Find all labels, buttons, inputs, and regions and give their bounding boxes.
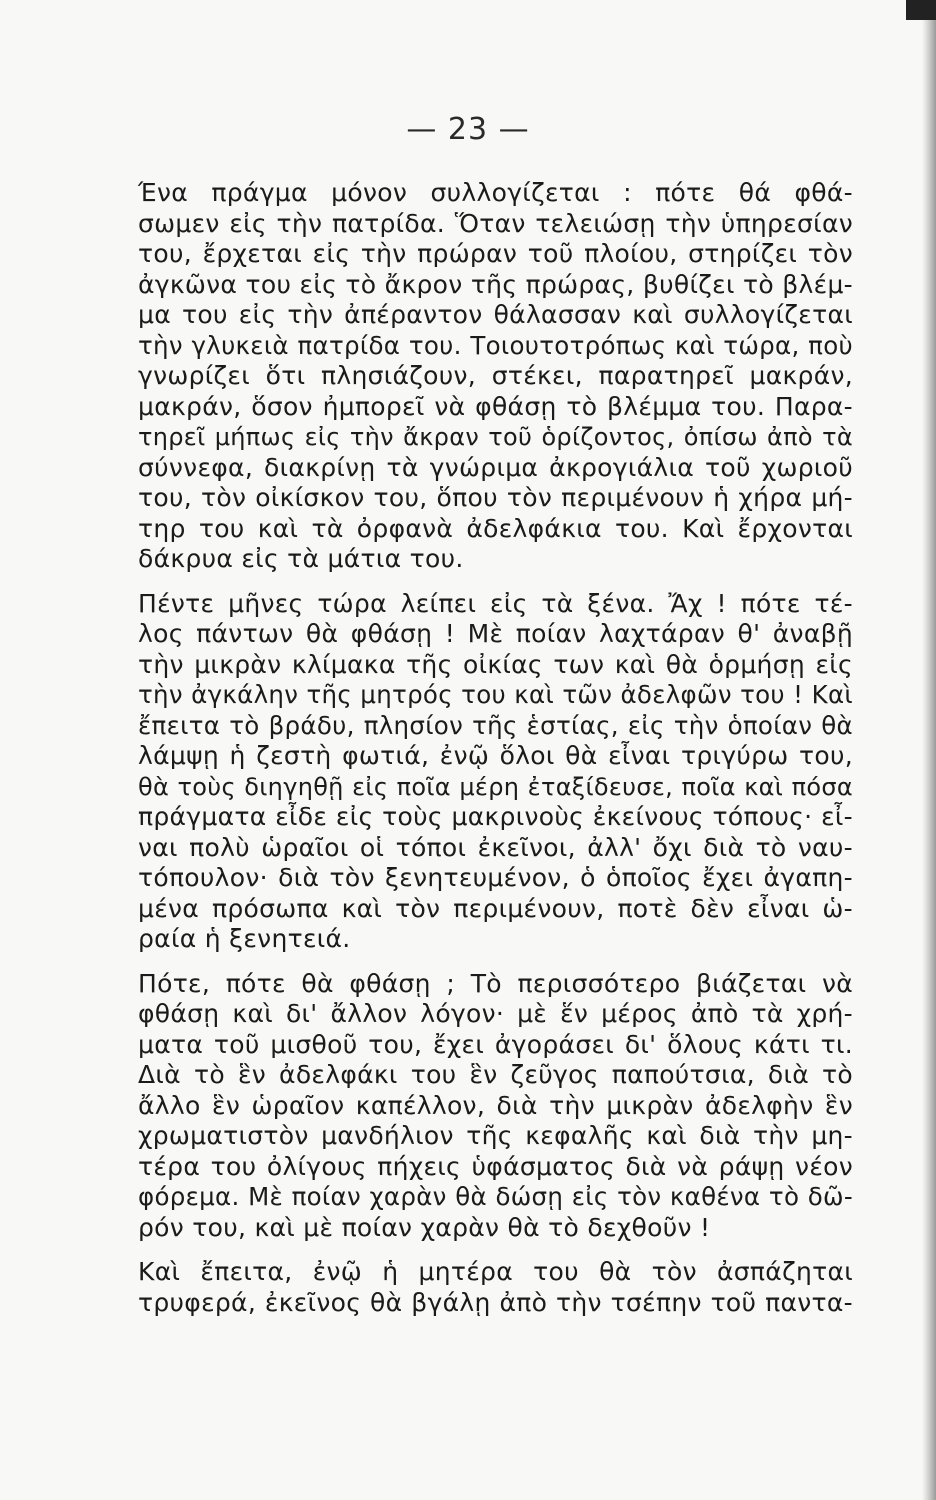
text-line: του, ἔρχεται εἰς τὴν πρώραν τοῦ πλοίου, στηρίζει τὸν [138, 239, 853, 268]
text-line: του, τὸν οἰκίσκον του, ὅπου τὸν περιμένουν ἡ χήρα μή- [138, 483, 853, 512]
text-line: τέρα του ὀλίγους πήχεις ὑφάσματος διὰ νὰ ράψῃ νέον [138, 1151, 853, 1181]
text-line: χρωματιστὸν μανδήλιον τῆς κεφαλῆς καὶ διὰ τὴν μη- [138, 1121, 853, 1150]
text-line: φθάσῃ καὶ δι' ἄλλον λόγον· μὲ ἕν μέρος ἀπὸ τὰ χρή- [138, 999, 853, 1028]
text-line: τὴν ἀγκάλην τῆς μητρός του καὶ τῶν ἀδελφῶν του ! Καὶ [138, 680, 853, 709]
paragraph [138, 178, 853, 575]
text-line: ρόν του, καὶ μὲ ποίαν χαρὰν θὰ τὸ δεχθοῦν ! [138, 1212, 711, 1242]
text-line: μένα πρόσωπα καὶ τὸν περιμένουν, ποτὲ δὲν εἶναι ὡ- [138, 893, 853, 923]
text-line: Πότε, πότε θὰ φθάσῃ ; Τὸ περισσότερο βιάζεται νὰ [138, 968, 853, 998]
text-line: ἀγκῶνα του εἰς τὸ ἄκρον τῆς πρώρας, βυθίζει τὸ βλέμ- [138, 269, 853, 299]
paragraph [138, 1257, 853, 1318]
text-line: μα του εἰς τὴν ἀπέραντον θάλασσαν καὶ συλλογίζεται [138, 300, 853, 329]
page-binding-shadow [922, 0, 936, 1500]
text-line: πράγματα εἶδε εἰς τοὺς μακρινοὺς ἐκείνους τόπους· εἶ- [138, 802, 853, 831]
text-line: τηρ του καὶ τὰ ὀρφανὰ ἀδελφάκια του. Καὶ ἔρχονται [138, 513, 853, 543]
body-text [138, 178, 853, 1318]
text-line: σωμεν εἰς τὴν πατρίδα. Ὅταν τελειώσῃ τὴν ὑπηρεσίαν [138, 208, 853, 238]
text-line: Πέντε μῆνες τώρα λείπει εἰς τὰ ξένα. Ἄχ ! πότε τέ- [138, 588, 853, 618]
text-line: τηρεῖ μήπως εἰς τὴν ἄκραν τοῦ ὁρίζοντος, ὀπίσω ἀπὸ τὰ [138, 423, 853, 451]
text-line: φόρεμα. Μὲ ποίαν χαρὰν θὰ δώσῃ εἰς τὸν καθένα τὸ δῶ- [138, 1182, 853, 1211]
text-line: λος πάντων θὰ φθάσῃ ! Μὲ ποίαν λαχτάραν θ' ἀναβῇ [138, 619, 853, 648]
page-corner-dark [906, 0, 936, 20]
text-line: τρυφερά, ἐκεῖνος θὰ βγάλῃ ἀπὸ τὴν τσέπην τοῦ παντα- [138, 1287, 853, 1317]
text-line: μακράν, ὅσον ἠμπορεῖ νὰ φθάσῃ τὸ βλέμμα του. Παρα- [138, 391, 853, 421]
text-line: Ένα πράγμα μόνον συλλογίζεται : πότε θά φθά- [138, 178, 853, 207]
text-line: ἄλλο ἓν ὡραῖον καπέλλον, διὰ τὴν μικρὰν ἀδελφὴν ἓν [138, 1090, 853, 1120]
text-line: δάκρυα εἰς τὰ μάτια του. [138, 544, 464, 573]
text-line: τὴν γλυκειὰ πατρίδα του. Τοιουτοτρόπως καὶ τώρα, ποὺ [138, 330, 853, 360]
text-line: γνωρίζει ὅτι πλησιάζουν, στέκει, παρατηρεῖ μακράν, [138, 361, 853, 390]
text-line: σύννεφα, διακρίνῃ τὰ γνώριμα ἀκρογιάλια τοῦ χωριοῦ [138, 452, 853, 482]
text-line: τὴν μικρὰν κλίμακα τῆς οἰκίας των καὶ θὰ ὁρμήσῃ εἰς [138, 649, 853, 679]
text-line: ναι πολὺ ὡραῖοι οἱ τόποι ἐκεῖνοι, ἀλλ' ὄχι διὰ τὸ ναυ- [138, 832, 853, 862]
text-line: ματα τοῦ μισθοῦ του, ἔχει ἀγοράσει δι' ὅλους κάτι τι. [138, 1029, 853, 1059]
text-line: Διὰ τὸ ἓν ἀδελφάκι του ἓν ζεῦγος παπούτσια, διὰ τὸ [138, 1060, 853, 1089]
paragraph [138, 589, 853, 955]
text-line: ραία ἡ ξενητειά. [138, 924, 351, 953]
text-line: λάμψῃ ἡ ζεστὴ φωτιά, ἐνῷ ὅλοι θὰ εἶναι τριγύρω του, [138, 741, 853, 770]
text-line: θὰ τοὺς διηγηθῇ εἰς ποῖα μέρη ἐταξίδευσε, ποῖα καὶ πόσα [138, 772, 853, 801]
text-line: τόπουλον· διὰ τὸν ξενητευμένον, ὁ ὁποῖος ἔχει ἀγαπη- [138, 863, 853, 892]
text-line: Καὶ ἔπειτα, ἐνῷ ἡ μητέρα του θὰ τὸν ἀσπάζηται [138, 1257, 853, 1286]
paragraph [138, 969, 853, 1244]
page-number: — 23 — [406, 112, 530, 147]
text-line: ἔπειτα τὸ βράδυ, πλησίον τῆς ἑστίας, εἰς τὴν ὁποίαν θὰ [138, 710, 853, 740]
